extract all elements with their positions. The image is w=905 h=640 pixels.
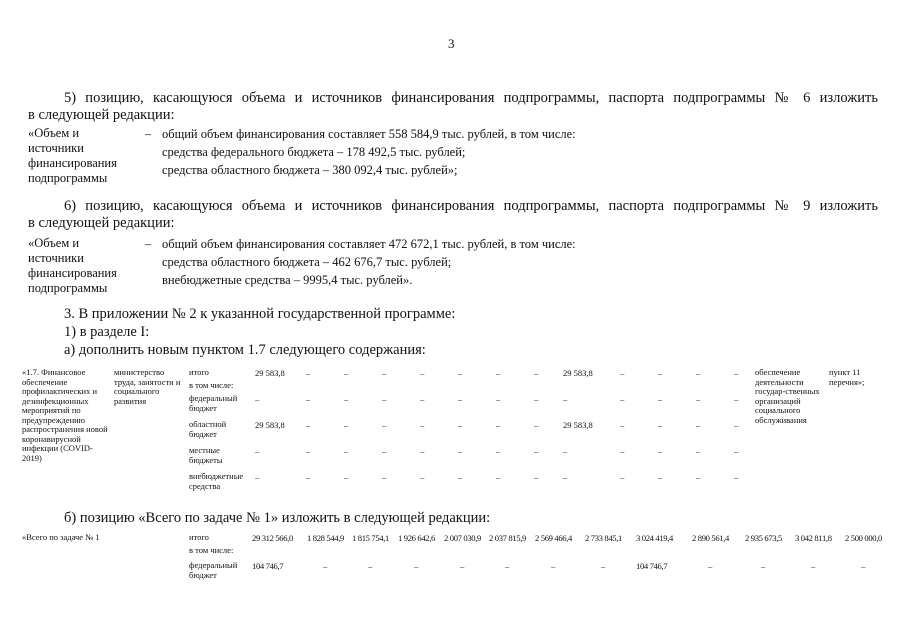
table1-dash: – bbox=[496, 394, 501, 404]
table1-dash: – bbox=[696, 368, 701, 378]
table1-dash: – bbox=[734, 394, 739, 404]
table1-dash: – bbox=[306, 420, 311, 430]
table2-value: 29 312 566,0 bbox=[252, 533, 293, 543]
table1-dash: – bbox=[306, 446, 311, 456]
table1-item-name: «1.7. Финансовое обеспечение профилактических и дезинфекционных мероприятий по предупреждению распространения новой коронавирусной инфекции (COVID-2019) bbox=[22, 367, 108, 463]
table1-dash: – bbox=[344, 368, 349, 378]
table1-source: местные бюджеты bbox=[189, 445, 223, 465]
table1-dash: – bbox=[696, 394, 701, 404]
table1-dash: – bbox=[620, 420, 625, 430]
table1-dash: – bbox=[344, 446, 349, 456]
table1-col-value: 29 583,8 bbox=[563, 368, 593, 378]
table1-total: – bbox=[255, 394, 260, 404]
table2-value: 104 746,7 bbox=[636, 561, 668, 571]
table1-source: внебюджетные средства bbox=[189, 471, 244, 491]
table1-dash: – bbox=[382, 472, 387, 482]
table2-value: 1 815 754,1 bbox=[352, 533, 389, 543]
table2-value: 2 500 000,0 bbox=[845, 533, 882, 543]
table1-dash: – bbox=[620, 368, 625, 378]
table2-value: – bbox=[414, 561, 418, 571]
table2-value: – bbox=[368, 561, 372, 571]
passport6-dash: – bbox=[145, 127, 152, 141]
table1-dash: – bbox=[696, 472, 701, 482]
table2-value: – bbox=[323, 561, 327, 571]
table2-value: 104 746,7 bbox=[252, 561, 284, 571]
table1-dash: – bbox=[696, 446, 701, 456]
heading-add-item-1-7: а) дополнить новым пунктом 1.7 следующего содержания: bbox=[64, 342, 426, 358]
table1-total: 29 583,8 bbox=[255, 420, 285, 430]
table1-col-value: – bbox=[563, 472, 568, 482]
table1-source: итого bbox=[189, 367, 209, 377]
table2-value: 1 926 642,6 bbox=[398, 533, 435, 543]
table1-dash: – bbox=[496, 472, 501, 482]
table1-dash: – bbox=[420, 472, 425, 482]
table1-dash: – bbox=[382, 368, 387, 378]
table1-dash: – bbox=[344, 394, 349, 404]
paragraph-5-line2: в следующей редакции: bbox=[28, 107, 175, 123]
table1-dash: – bbox=[420, 446, 425, 456]
table1-dash: – bbox=[620, 472, 625, 482]
passport9-line: средства областного бюджета – 462 676,7 тыс. рублей; bbox=[162, 255, 452, 269]
table2-value: 2 733 845,1 bbox=[585, 533, 622, 543]
table2-source: федеральный бюджет bbox=[189, 560, 238, 580]
table1-dash: – bbox=[658, 394, 663, 404]
table1-executor: министерство труда, занятости и социального развития bbox=[114, 367, 181, 406]
table1-col-value: – bbox=[563, 394, 568, 404]
table1-dash: – bbox=[458, 394, 463, 404]
table2-value: – bbox=[601, 561, 605, 571]
table2-item-name: «Всего по задаче № 1 bbox=[22, 532, 100, 542]
table1-dash: – bbox=[658, 368, 663, 378]
passport9-dash: – bbox=[145, 237, 152, 251]
table1-col-value: – bbox=[563, 446, 568, 456]
passport9-label: «Объем и источники финансирования подпрограммы bbox=[28, 236, 117, 295]
table2-source: итого bbox=[189, 532, 209, 542]
passport6-line: средства областного бюджета – 380 092,4 тыс. рублей»; bbox=[162, 163, 458, 177]
table1-source: в том числе: bbox=[189, 380, 234, 390]
table2-value: 2 935 673,5 bbox=[745, 533, 782, 543]
table1-dash: – bbox=[458, 368, 463, 378]
table1-dash: – bbox=[696, 420, 701, 430]
table1-result: обеспечение деятельности государ-ственных организаций социального обслуживания bbox=[755, 367, 820, 425]
table1-dash: – bbox=[534, 368, 539, 378]
passport6-lines bbox=[162, 125, 576, 179]
table2-value: 2 890 561,4 bbox=[692, 533, 729, 543]
table1-source: областной бюджет bbox=[189, 419, 227, 439]
table1-dash: – bbox=[496, 420, 501, 430]
table2-value: 1 828 544,9 bbox=[307, 533, 344, 543]
table2-value: – bbox=[505, 561, 509, 571]
table1-dash: – bbox=[658, 446, 663, 456]
table1-dash: – bbox=[382, 446, 387, 456]
table2-value: – bbox=[708, 561, 712, 571]
table1-dash: – bbox=[620, 446, 625, 456]
table1-dash: – bbox=[306, 394, 311, 404]
passport9-line: внебюджетные средства – 9995,4 тыс. рублей». bbox=[162, 273, 413, 287]
table1-link: пункт 11 перечня»; bbox=[829, 367, 865, 387]
paragraph-5-line1: 5) позицию, касающуюся объема и источников финансирования подпрограммы, паспорта подпрограммы № 6 изложить bbox=[64, 90, 878, 106]
table1-dash: – bbox=[734, 368, 739, 378]
passport6-line: общий объем финансирования составляет 558 584,9 тыс. рублей, в том числе: bbox=[162, 127, 576, 141]
table1-dash: – bbox=[734, 446, 739, 456]
heading-total-task-1: б) позицию «Всего по задаче № 1» изложить в следующей редакции: bbox=[64, 510, 491, 526]
table2-value: – bbox=[460, 561, 464, 571]
paragraph-6-line1: 6) позицию, касающуюся объема и источников финансирования подпрограммы, паспорта подпрограммы № 9 изложить bbox=[64, 198, 878, 214]
table1-dash: – bbox=[734, 472, 739, 482]
table1-dash: – bbox=[458, 446, 463, 456]
table1-dash: – bbox=[534, 420, 539, 430]
table1-dash: – bbox=[534, 394, 539, 404]
table1-dash: – bbox=[306, 368, 311, 378]
paragraph-5 bbox=[28, 90, 878, 124]
table1-total: 29 583,8 bbox=[255, 368, 285, 378]
table2-value: 2 037 815,9 bbox=[489, 533, 526, 543]
passport9-line: общий объем финансирования составляет 472 672,1 тыс. рублей, в том числе: bbox=[162, 237, 576, 251]
table1-dash: – bbox=[344, 472, 349, 482]
table1-dash: – bbox=[458, 420, 463, 430]
table1-dash: – bbox=[458, 472, 463, 482]
table1-col-value: 29 583,8 bbox=[563, 420, 593, 430]
paragraph-6 bbox=[28, 198, 878, 232]
paragraph-6-line2: в следующей редакции: bbox=[28, 215, 175, 231]
table1-dash: – bbox=[344, 420, 349, 430]
table2-value: 3 042 811,8 bbox=[795, 533, 832, 543]
table1-dash: – bbox=[420, 420, 425, 430]
table1-dash: – bbox=[534, 446, 539, 456]
passport9-lines bbox=[162, 235, 576, 289]
table2-value: 3 024 419,4 bbox=[636, 533, 673, 543]
table2-value: – bbox=[761, 561, 765, 571]
table1-dash: – bbox=[734, 420, 739, 430]
table1-dash: – bbox=[620, 394, 625, 404]
heading-appendix-2: 3. В приложении № 2 к указанной государственной программе: bbox=[64, 306, 456, 322]
table2-value: – bbox=[551, 561, 555, 571]
table2-source: в том числе: bbox=[189, 545, 234, 555]
table1-dash: – bbox=[534, 472, 539, 482]
table1-dash: – bbox=[420, 368, 425, 378]
table2-value: 2 007 030,9 bbox=[444, 533, 481, 543]
table1-dash: – bbox=[420, 394, 425, 404]
table1-dash: – bbox=[496, 368, 501, 378]
table2-value: 2 569 466,4 bbox=[535, 533, 572, 543]
table1-dash: – bbox=[658, 420, 663, 430]
table1-total: – bbox=[255, 446, 260, 456]
heading-section-1: 1) в разделе I: bbox=[64, 324, 150, 340]
table2-value: – bbox=[861, 561, 865, 571]
table1-source: федеральный бюджет bbox=[189, 393, 238, 413]
page-number: 3 bbox=[448, 36, 455, 51]
table1-dash: – bbox=[658, 472, 663, 482]
table1-dash: – bbox=[382, 394, 387, 404]
passport6-label: «Объем и источники финансирования подпрограммы bbox=[28, 126, 117, 185]
passport6-line: средства федерального бюджета – 178 492,5 тыс. рублей; bbox=[162, 145, 466, 159]
table1-dash: – bbox=[306, 472, 311, 482]
table1-total: – bbox=[255, 472, 260, 482]
table1-dash: – bbox=[496, 446, 501, 456]
table1-dash: – bbox=[382, 420, 387, 430]
table2-value: – bbox=[811, 561, 815, 571]
